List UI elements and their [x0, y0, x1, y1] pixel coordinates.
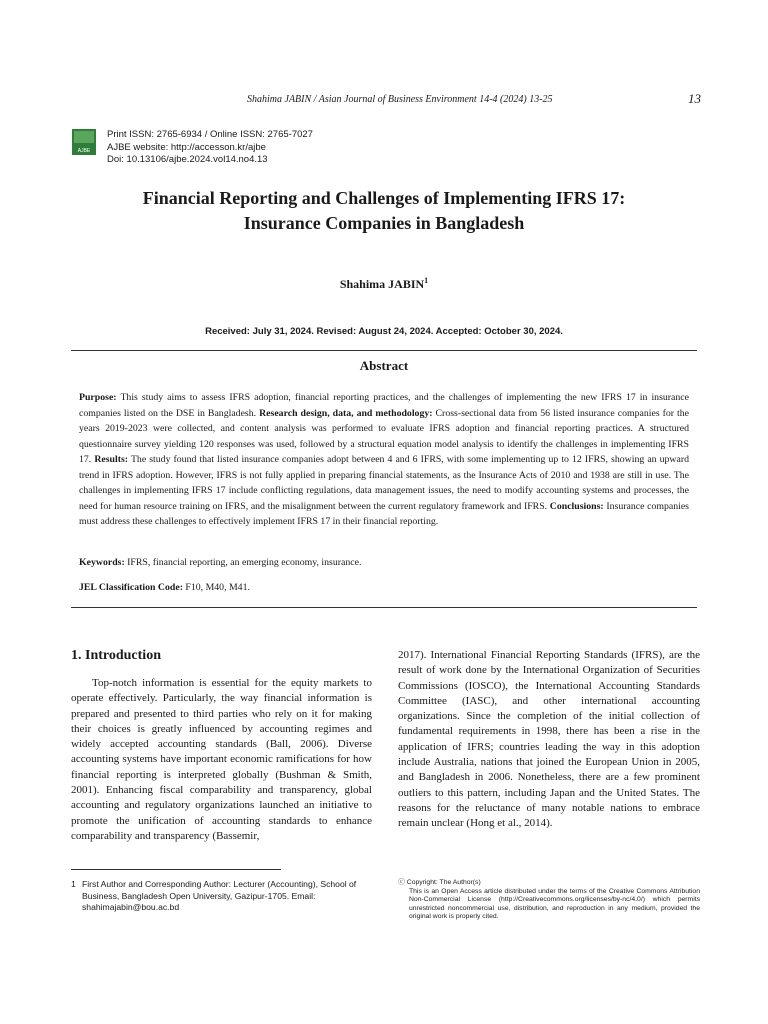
publication-info [107, 129, 313, 167]
website-link[interactable]: AJBE website: http://accesson.kr/ajbe [107, 141, 266, 153]
page-number: 13 [688, 91, 701, 106]
title-line-1: Financial Reporting and Challenges of Implementing IFRS 17: [142, 188, 626, 208]
copyright-line: Copyright: The Author(s) [406, 879, 481, 886]
license-notice [398, 879, 700, 922]
footnote-rule [71, 869, 281, 870]
abstract-bottom-rule [71, 607, 697, 608]
license-text: This is an Open Access article distributed under the terms of the Creative Commons Attribution Non-Commercial License (http://Creativecommons.org/licenses/by-nc/4.0/) which permits unrestricted noncommercial use, distribution, and reproduction in any medium, provided the original work is properly cited. [409, 887, 700, 921]
cc-icon: ⓒ [398, 879, 405, 886]
footnote-text: First Author and Corresponding Author: Lecturer (Accounting), School of Business, Bangladesh Open University, Gazipur-1705. Email: shahimajabin@bou.ac.bd [82, 879, 357, 912]
abstract-heading: Abstract [359, 358, 409, 373]
intro-paragraph-right: 2017). International Financial Reporting Standards (IFRS), are the result of work done by the International Organization of Securities Commissions (IOSCO), the International Accounting Standards Committee (IASC), and other international accounting organizations. Since the completion of the initial collection of fundamental requirements in 1998, there has been a rise in the application of IFRS; countries leading the way in this adoption include Australia, nations that joined the European Union in 2005, and Bangladesh in 2006. Nonetheless, there are a few prominent outliers to this pattern, including Japan and the United States. The reasons for the reluctance of many notable nations to embrace remain unclear (Hong et al., 2014). [398, 649, 700, 830]
running-header [0, 91, 768, 108]
keywords-label: Keywords: [79, 557, 125, 568]
title-line-2: Insurance Companies in Bangladesh [243, 213, 525, 233]
footnote [71, 879, 376, 914]
conclusions-text: Insurance companies must address these challenges to effectively implement IFRS 17 in their financial reporting. [79, 500, 689, 527]
issn-line: Print ISSN: 2765-6934 / Online ISSN: 2765-7027 [107, 129, 313, 140]
purpose-text: This study aims to assess IFRS adoption, financial reporting practices, and the challenges of implementing the new IFRS 17 in insurance companies listed on the DSE in Bangladesh. [79, 392, 689, 419]
right-column [398, 648, 700, 832]
keywords-text: IFRS, financial reporting, an emerging economy, insurance. [127, 557, 362, 568]
abstract-body [79, 390, 689, 530]
design-text: Cross-sectional data from 56 listed insurance companies for the years 2019-2023 were collected, and content analysis was performed to evaluate IFRS adoption and financial reporting practices. A structured questionnaire survey yielding 120 responses was used, followed by a structural equation model analysis to identify the challenges in implementing IFRS 17. [79, 407, 690, 465]
author-footnote-mark: 1 [424, 276, 429, 285]
purpose-label: Purpose: [79, 392, 117, 403]
results-label: Results: [94, 454, 129, 465]
footnote-number: 1 [71, 879, 76, 889]
author-name: Shahima JABIN [339, 277, 425, 291]
intro-paragraph-left: Top-notch information is essential for the equity markets to operate effectively. Particularly, the way financial information is prepared and presented to third parties who rely on it for making their choices is greatly influenced by accounting regimes and widely accepted accounting standards (Ball, 2006). Diverse accounting systems have important economic ramifications for how financial reporting is interpreted globally (Bushman & Smith, 2001). Enhancing fiscal comparability and transparency, global accounting and regulatory organizations launched an initiative to promote the unification of accounting standards to enhance comparability and transparency (Bassemir, [71, 677, 372, 842]
conclusions-label: Conclusions: [549, 500, 604, 512]
jel-codes [79, 582, 689, 593]
journal-citation: Shahima JABIN / Asian Journal of Business Environment 14-4 (2024) 13-25 [247, 94, 553, 105]
paper-title [0, 186, 768, 236]
keywords [79, 557, 689, 568]
jel-label: JEL Classification Code: [79, 582, 183, 593]
design-label: Research design, data, and methodology: [259, 407, 433, 419]
abstract-top-rule [71, 350, 697, 351]
section-heading-introduction: 1. Introduction [71, 648, 161, 663]
author [0, 276, 768, 292]
doi-link[interactable]: Doi: 10.13106/ajbe.2024.vol14.no4.13 [107, 154, 268, 165]
jel-text: F10, M40, M41. [185, 582, 250, 593]
results-text: The study found that listed insurance companies adopt between 4 and 6 IFRS, with some implementing up to 12 IFRS, showing an upward trend in IFRS adoption. However, IFRS is not fully applied in preparing financial statements, as the Insurance Acts of 2010 and 1938 are still in use. The challenges in implementing IFRS 17 include conflicting regulations, data management issues, the need to modify accounting systems and processes, the need for human resource training on IFRS, and the misalignment between the current regulatory framework and IFRS. [79, 454, 690, 512]
publication-dates: Received: July 31, 2024. Revised: August 24, 2024. Accepted: October 30, 2024. [205, 326, 563, 337]
left-column [71, 648, 372, 844]
journal-logo-text: AJBE [77, 148, 91, 154]
journal-logo [72, 129, 96, 155]
